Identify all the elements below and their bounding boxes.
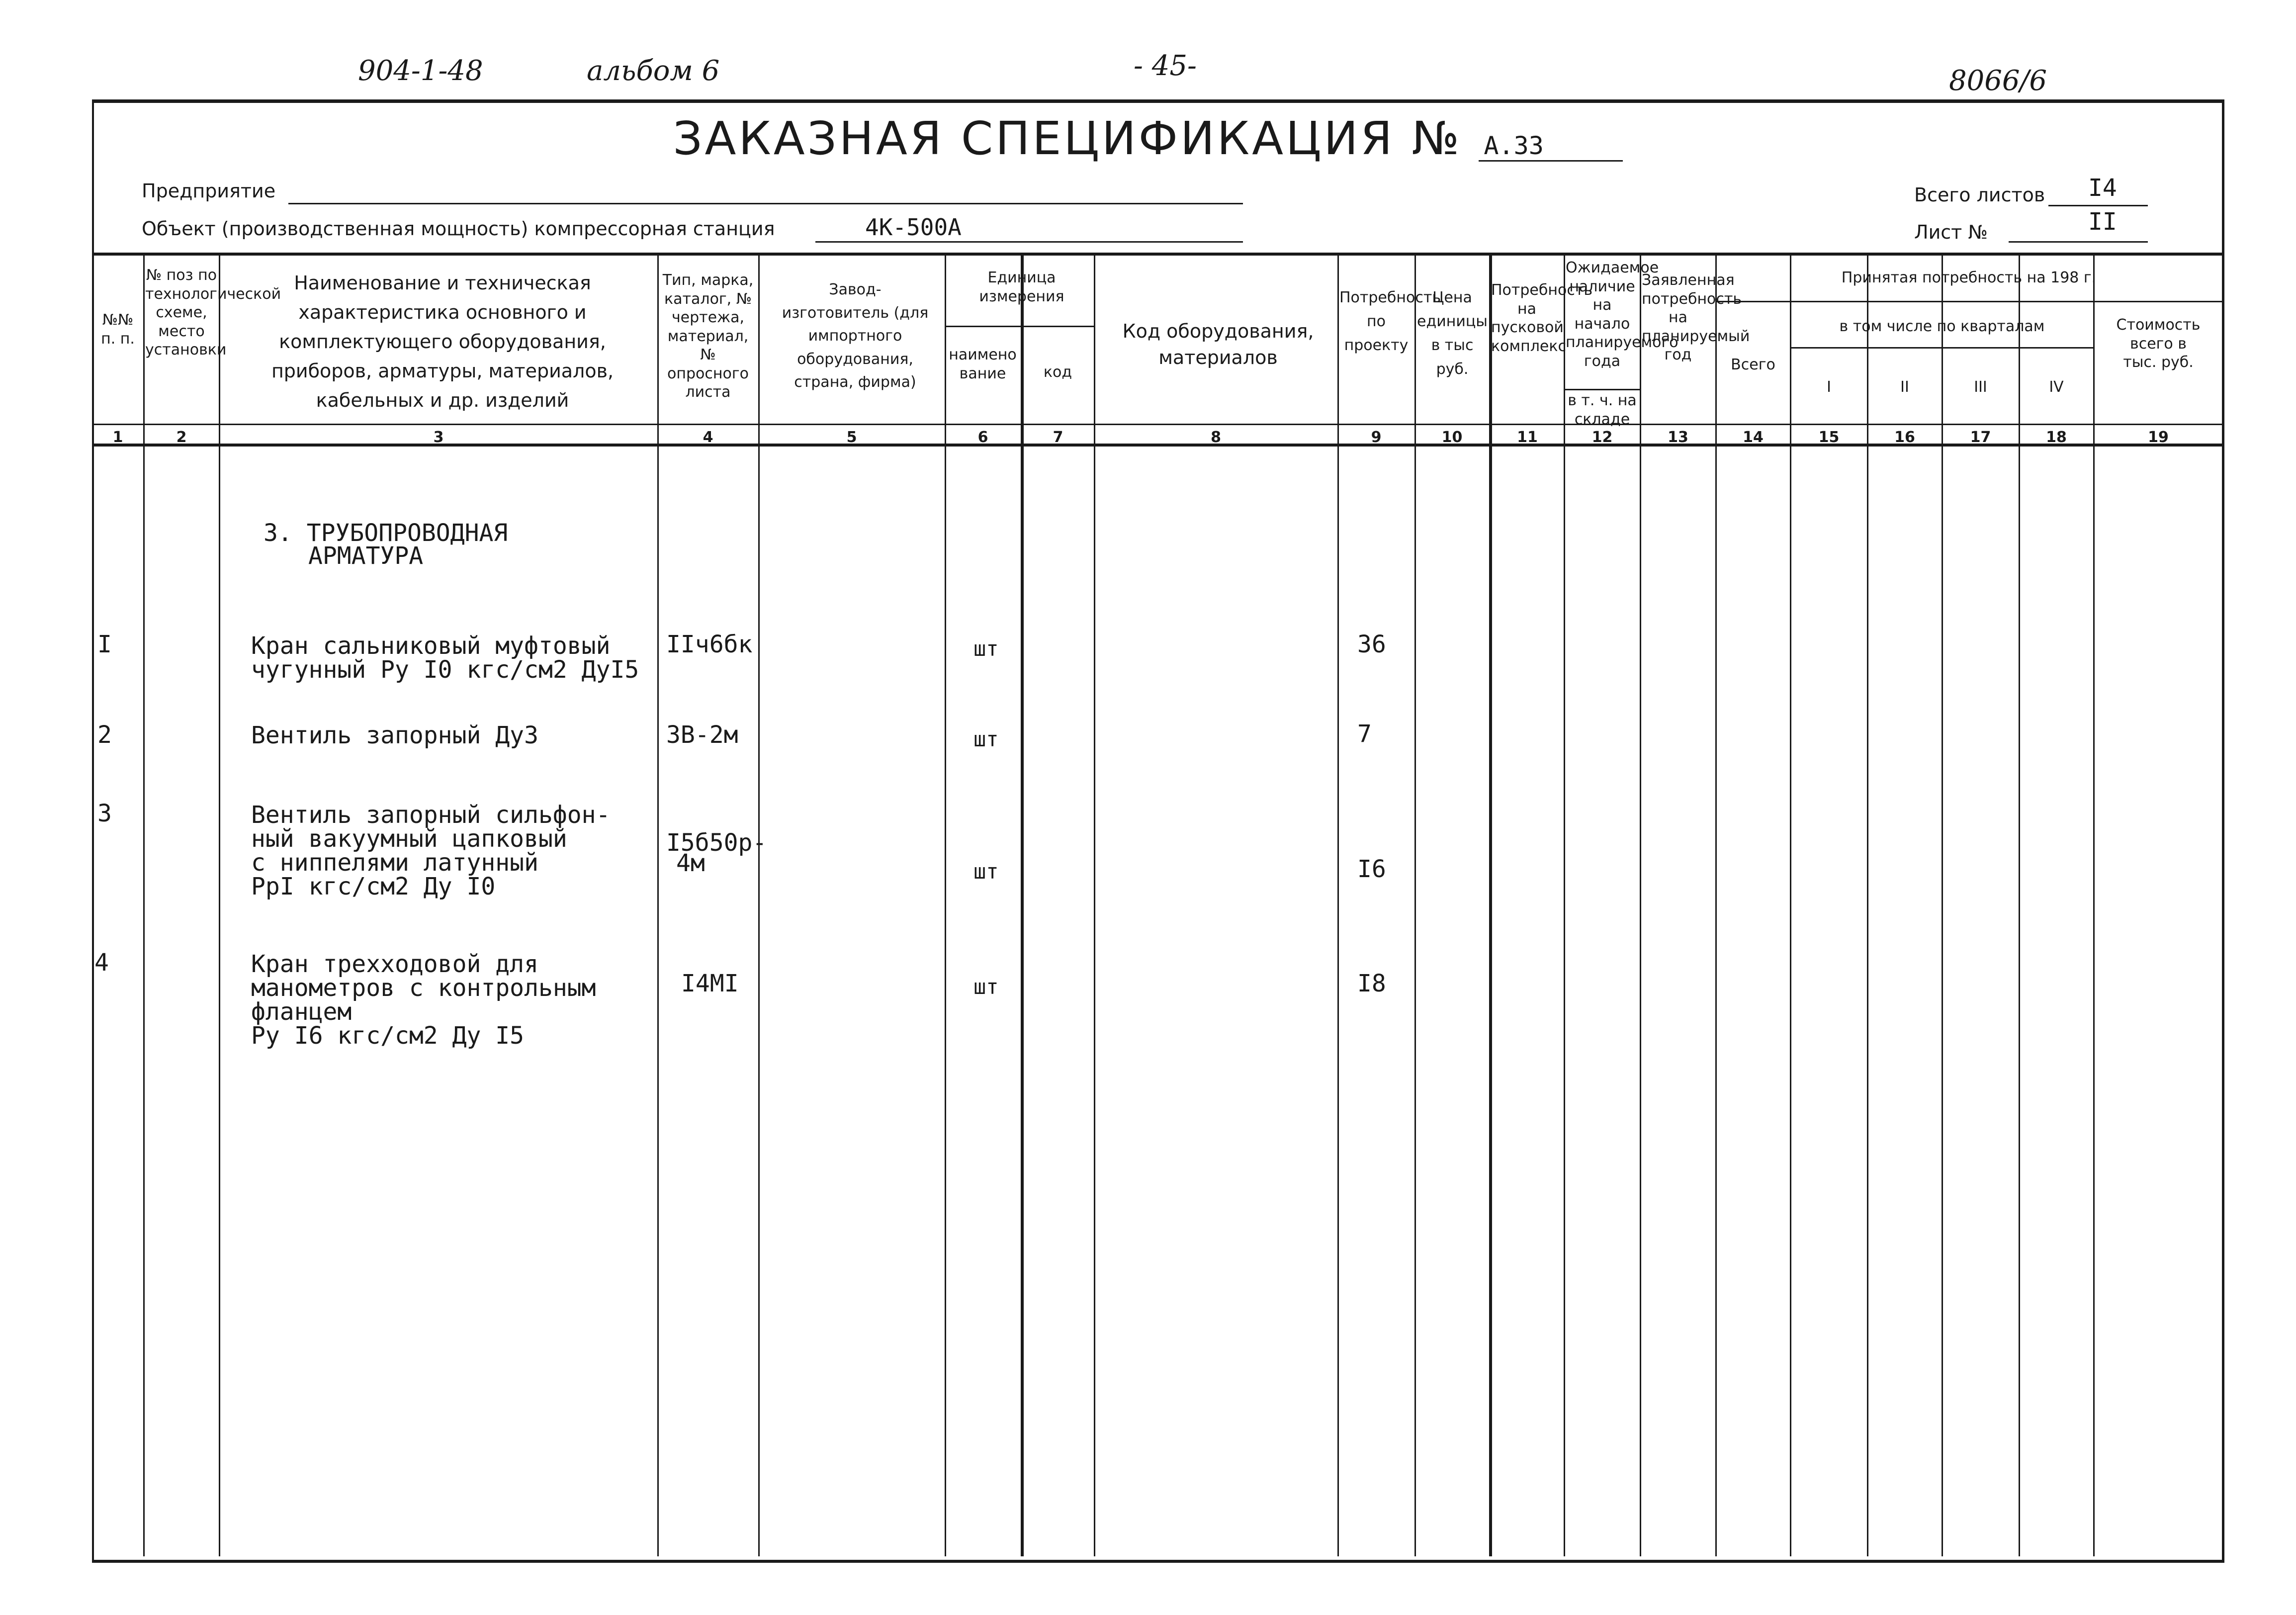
row-1-number: I [97,630,112,658]
col-divider-15 [1867,254,1868,1556]
col-divider-11 [1564,254,1565,1556]
col-number: 14 [1743,429,1764,446]
col-divider-5 [945,254,946,1556]
row-2-number: 2 [97,721,112,749]
col-header-10: Цена единицы в тыс руб. [1417,289,1488,378]
section-heading-line: 3. ТРУБОПРОВОДНАЯ [264,519,508,547]
page-number: - 45- [1134,50,1197,82]
col-header-12: Ожидаемое наличие на начало планируемого года [1566,259,1678,370]
total-sheets-line [2048,205,2148,206]
col-number: 6 [977,429,988,446]
col-number: 17 [1970,429,1991,446]
col-header-9: Потребность по проекту [1339,289,1441,354]
enterprise-label: Предприятие [142,180,276,202]
row-1-type: IIч6бк [666,630,753,658]
row-2-name-line: Вентиль запорный Ду3 [251,721,538,749]
row-4-name-line: манометров с контрольным [251,974,596,1002]
row-4-type: I4МI [681,970,739,997]
section-heading [264,519,508,570]
title-text: ЗАКАЗНАЯ СПЕЦИФИКАЦИЯ № [673,112,1462,165]
page-title [0,112,2296,165]
col-header-unit-group: Единица измерения [979,269,1064,305]
col-divider-14 [1790,254,1791,1556]
col-number: 11 [1517,429,1538,446]
col-divider-12 [1640,254,1641,1556]
row-3-type-line: 4м [676,849,705,877]
col-header-accepted-group: Принятая потребность на 198 г. [1841,269,2097,286]
col-header-13: Заявленная потребность на планируемый год [1642,271,1750,363]
project-number: 904-1-48 [358,55,483,87]
col-number: 16 [1894,429,1915,446]
row-4-qty: I8 [1357,970,1386,997]
col-divider-8 [1337,254,1339,1556]
row-3-type-line: I5б50р- [666,829,767,857]
row-3-name-line: Вентиль запорный сильфон- [251,801,611,829]
col-header-7: код [1043,363,1072,381]
sheet-value: II [2088,208,2117,236]
row-4-name-line: Ру I6 кгс/см2 Ду I5 [251,1022,525,1050]
col-divider-6 [1021,254,1024,1556]
col-header-q1: I [1827,378,1831,396]
row-1-qty: 36 [1357,630,1386,658]
row-1-unit: шт [973,636,999,661]
col-header-q4: IV [2049,378,2064,396]
document-code: 8066/6 [1949,65,2047,97]
col-header-12-sub: в т. ч. на складе [1568,392,1637,428]
row-3-name-line: РрI кгс/см2 Ду I0 [251,873,496,900]
row-3-unit: шт [973,859,999,884]
sheet-label: Лист № [1914,221,1988,243]
row-3-type [666,829,767,877]
object-value: 4К-500А [865,214,962,241]
col-number: 18 [2046,429,2067,446]
col-number: 4 [703,429,713,446]
col-number: 15 [1818,429,1840,446]
col-divider-16 [1942,254,1943,1556]
col-divider-17 [2019,254,2020,1556]
table-top-border [92,253,2222,256]
total-sheets-value: I4 [2088,174,2117,202]
row-4-unit: шт [973,975,999,999]
col-number: 13 [1668,429,1688,446]
col-number: 1 [112,429,123,446]
row-3-qty: I6 [1357,855,1386,883]
col-header-4: Тип, марка, каталог, № чертежа, материал, № опросного листа [662,271,754,401]
unit-group-line [945,326,1094,327]
col-header-14: Всего [1731,356,1775,373]
row-3-name-line: ный вакуумный цапковый [251,825,567,853]
row-3-name-line: с ниппелями латунный [251,849,538,877]
row-1-name-line: Кран сальниковый муфтовый [251,632,611,660]
col-header-11: Потребность на пусковой комплекс [1491,281,1593,355]
col-number: 8 [1211,429,1221,446]
row-2-name [251,723,538,747]
col-number: 7 [1053,429,1063,446]
col-divider-13 [1715,254,1717,1556]
section-heading-line: АРМАТУРА [308,541,424,570]
row-1-name [251,634,639,682]
sheet-line [2009,241,2148,243]
total-sheets-label: Всего листов [1914,184,2045,206]
col-divider-4 [758,254,760,1556]
col-header-5: Завод-изготовитель (для импортного оборудования, страна, фирма) [782,281,929,391]
col-number: 2 [176,429,187,446]
row-2-type: 3В-2м [666,721,738,749]
col-number: 10 [1441,429,1463,446]
row-3-number: 3 [97,800,112,827]
col-number: 19 [2148,429,2169,446]
object-label: Объект (производственная мощность) компрессорная станция [142,218,775,240]
col-divider-7 [1094,254,1095,1556]
col-header-q2: II [1900,378,1909,396]
row-4-name-line: фланцем [251,998,352,1026]
accepted-group-line [1715,301,2222,302]
stock-sub-line [1564,389,1640,390]
col-header-6: наименование [949,346,1017,382]
col-header-8: Код оборудования, материалов [1122,320,1314,369]
spec-number: А.33 [1479,131,1623,162]
enterprise-line [288,203,1243,204]
col-divider-10 [1489,254,1492,1556]
col-number: 12 [1591,429,1613,446]
header-bottom-border [92,424,2222,425]
col-header-19: Стоимость всего в тыс. руб. [2116,316,2201,371]
row-4-name-line: Кран трехходовой для [251,950,538,978]
col-divider-3 [657,254,659,1556]
col-number: 9 [1371,429,1382,446]
col-header-2: № поз по технологической схеме, место установки [145,267,281,359]
col-divider-9 [1414,254,1416,1556]
row-2-unit: шт [973,727,999,751]
row-4-number: 4 [94,949,109,977]
row-1-name-line: чугунный Ру I0 кгс/см2 ДуI5 [251,656,639,684]
album-label: альбом 6 [587,55,720,87]
col-header-quarters-group: в том числе по кварталам [1839,318,2045,335]
row-3-name [251,803,610,898]
col-header-1: №№ п. п. [101,311,135,348]
quarters-group-line [1790,347,2093,349]
row-2-qty: 7 [1357,720,1372,748]
col-header-q3: III [1974,378,1987,396]
col-divider-2 [219,254,220,1556]
col-number: 5 [846,429,857,446]
object-line [815,241,1243,243]
row-4-name [251,952,596,1048]
col-number: 3 [433,429,444,446]
col-divider-1 [143,254,145,1556]
col-divider-18 [2093,254,2095,1556]
col-header-3: Наименование и техническая характеристика основного и комплектующего оборудования, приборов, арматуры, материалов, кабельных и др. изделий [271,272,614,411]
